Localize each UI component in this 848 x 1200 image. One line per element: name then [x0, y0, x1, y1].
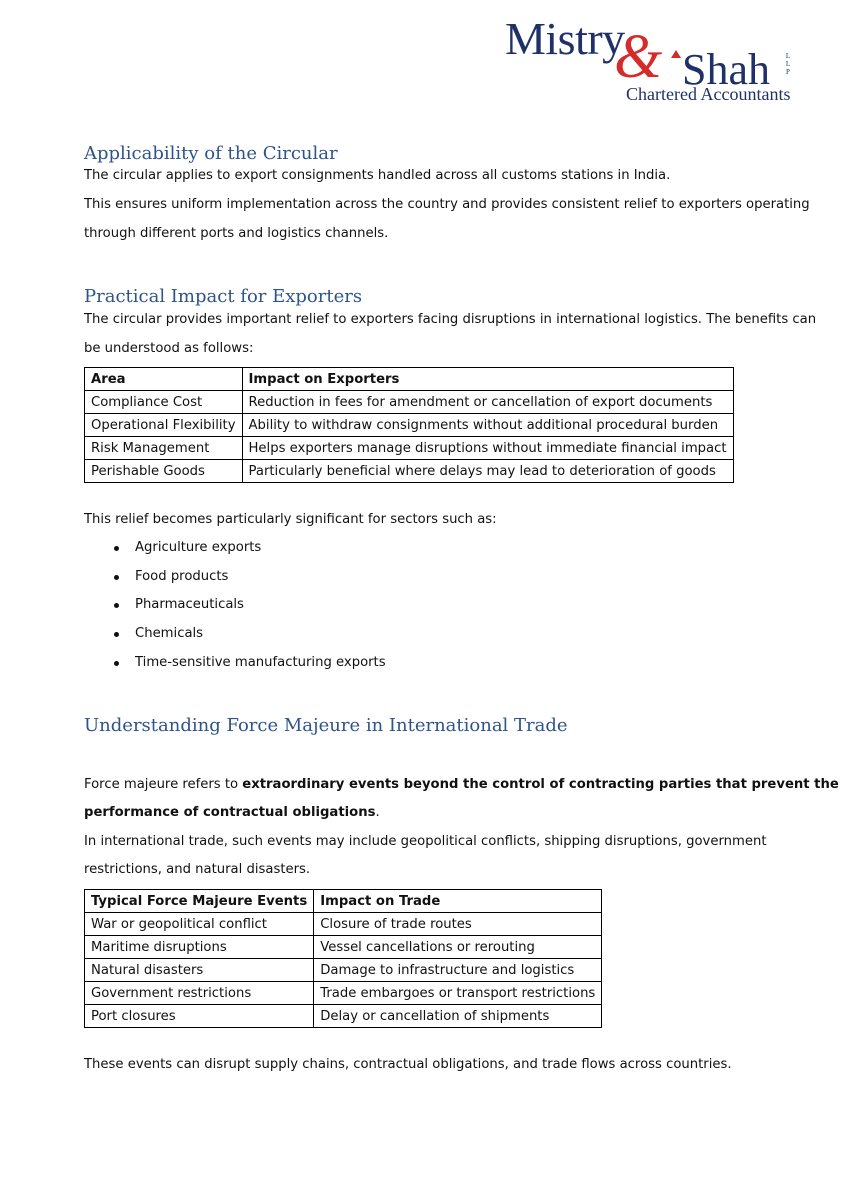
list-item	[84, 624, 386, 653]
bullet-icon	[114, 632, 119, 637]
logo-ampersand: &	[614, 23, 663, 91]
text-run-bold: performance of contractual obligations	[84, 805, 376, 820]
table-cell: Reduction in fees for amendment or cancellation of export documents	[242, 391, 733, 414]
paragraph	[84, 777, 839, 792]
paragraph: through different ports and logistics channels.	[84, 226, 389, 241]
table-row	[85, 460, 734, 483]
list-item-label: Pharmaceuticals	[135, 597, 244, 613]
firm-logo	[500, 8, 800, 108]
table-row	[85, 414, 734, 437]
table-cell: Natural disasters	[85, 959, 314, 982]
section-heading-practical-impact: Practical Impact for Exporters	[84, 286, 363, 307]
section-heading-force-majeure: Understanding Force Majeure in International Trade	[84, 715, 568, 736]
bullet-icon	[114, 575, 119, 580]
table-row	[85, 437, 734, 460]
text-run: Force majeure refers to	[84, 777, 243, 792]
paragraph: The circular provides important relief to exporters facing disruptions in international logistics. The benefits can	[84, 312, 817, 327]
table-cell: Risk Management	[85, 437, 243, 460]
table-cell: Perishable Goods	[85, 460, 243, 483]
table-header-row	[85, 890, 602, 913]
table-row	[85, 982, 602, 1005]
table-header-row	[85, 368, 734, 391]
table-header-cell: Impact on Exporters	[242, 368, 733, 391]
table-row	[85, 936, 602, 959]
table-row	[85, 391, 734, 414]
text-run: .	[375, 805, 380, 820]
table-cell: War or geopolitical conflict	[85, 913, 314, 936]
list-item-label: Chemicals	[135, 626, 204, 642]
paragraph: restrictions, and natural disasters.	[84, 862, 311, 877]
table-cell: Closure of trade routes	[314, 913, 602, 936]
table-row	[85, 1005, 602, 1028]
paragraph: The circular applies to export consignments handled across all customs stations in India.	[84, 168, 671, 183]
logo-arrow-icon	[671, 50, 681, 58]
table-cell: Vessel cancellations or rerouting	[314, 936, 602, 959]
paragraph: This relief becomes particularly significant for sectors such as:	[84, 512, 497, 527]
logo-word-shah: Shah	[682, 45, 770, 94]
paragraph: In international trade, such events may include geopolitical conflicts, shipping disruptions, government	[84, 834, 767, 849]
paragraph: These events can disrupt supply chains, contractual obligations, and trade flows across countries.	[84, 1057, 732, 1072]
table-cell: Particularly beneficial where delays may lead to deterioration of goods	[242, 460, 733, 483]
paragraph: be understood as follows:	[84, 341, 254, 356]
table-header-cell: Typical Force Majeure Events	[85, 890, 314, 913]
sector-list	[84, 538, 386, 681]
paragraph: This ensures uniform implementation across the country and provides consistent relief to exporters operating	[84, 197, 810, 212]
bullet-icon	[114, 603, 119, 608]
table-cell: Government restrictions	[85, 982, 314, 1005]
table-header-cell: Area	[85, 368, 243, 391]
table-header-cell: Impact on Trade	[314, 890, 602, 913]
table-cell: Maritime disruptions	[85, 936, 314, 959]
list-item-label: Food products	[135, 568, 229, 584]
bullet-icon	[114, 546, 119, 551]
force-majeure-table	[84, 889, 602, 1028]
table-row	[85, 913, 602, 936]
text-run-bold: extraordinary events beyond the control of contracting parties that prevent the	[242, 777, 839, 792]
logo-llp: L L P	[785, 52, 791, 76]
table-cell: Operational Flexibility	[85, 414, 243, 437]
table-cell: Trade embargoes or transport restrictions	[314, 982, 602, 1005]
table-cell: Helps exporters manage disruptions without immediate financial impact	[242, 437, 733, 460]
logo-subtitle: Chartered Accountants	[626, 84, 791, 104]
logo-word-mistry: Mistry	[505, 13, 625, 64]
table-cell: Delay or cancellation of shipments	[314, 1005, 602, 1028]
list-item	[84, 538, 386, 567]
list-item-label: Agriculture exports	[135, 540, 262, 555]
table-row	[85, 959, 602, 982]
section-heading-applicability: Applicability of the Circular	[84, 143, 338, 164]
bullet-icon	[114, 661, 119, 666]
paragraph	[84, 805, 380, 820]
list-item	[84, 653, 386, 682]
list-item-label: Time-sensitive manufacturing exports	[135, 654, 386, 670]
impact-table	[84, 367, 734, 483]
table-cell: Ability to withdraw consignments without additional procedural burden	[242, 414, 733, 437]
table-cell: Damage to infrastructure and logistics	[314, 959, 602, 982]
list-item	[84, 595, 386, 624]
list-item	[84, 567, 386, 596]
table-cell: Compliance Cost	[85, 391, 243, 414]
table-cell: Port closures	[85, 1005, 314, 1028]
